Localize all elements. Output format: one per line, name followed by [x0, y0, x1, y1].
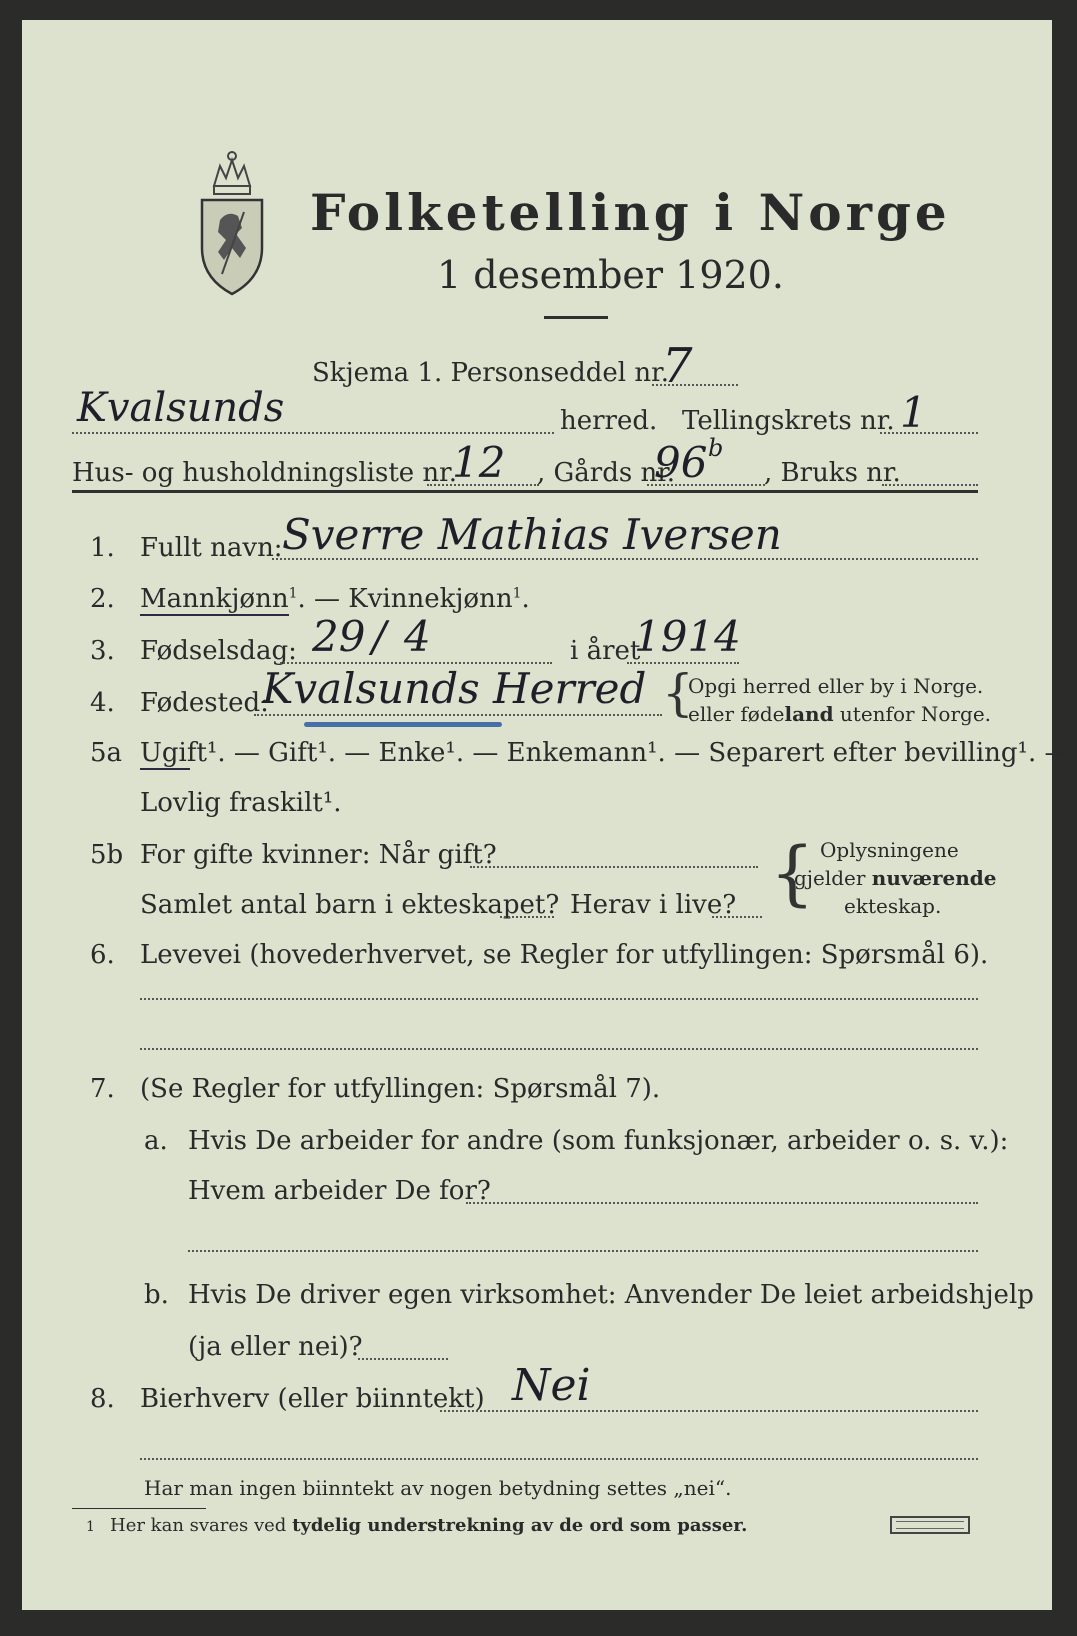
birth-day: 29	[312, 612, 366, 661]
gender-male: Mannkjønn	[140, 584, 289, 614]
birth-month: 4	[404, 612, 431, 661]
q7-number: 7.	[90, 1074, 115, 1104]
marital-status-options: Ugift¹. — Gift¹. — Enke¹. — Enkemann¹. — Separert efter bevilling¹. —	[140, 738, 1071, 768]
q5b-note-1: Oplysningene	[820, 838, 959, 862]
gender-female: Kvinnekjønn	[348, 584, 513, 614]
gender-options: Mannkjønn$^1$. — Kvinnekjønn$^1$.	[140, 584, 530, 614]
gards-suffix: b	[708, 434, 724, 462]
q5b-number: 5b	[90, 840, 124, 870]
hus-line	[427, 484, 539, 486]
occupation-line-1	[140, 998, 978, 1000]
q5b-label-2: Samlet antal barn i ekteskapet?	[140, 890, 560, 920]
birthplace-value: Kvalsunds Herred	[262, 664, 647, 713]
tellingskrets-label: Tellingskrets nr.	[682, 406, 895, 436]
footnote-rule	[72, 1508, 206, 1509]
q4-note-2c: utenfor Norge.	[833, 702, 992, 726]
printer-stamp	[890, 1516, 970, 1534]
q5b-note-2b: nuværende	[871, 866, 997, 890]
gender-end: .	[521, 584, 530, 614]
side-income-line-1	[440, 1410, 978, 1412]
marital-status-line2: Lovlig fraskilt¹.	[140, 788, 342, 818]
q5b-note-3: ekteskap.	[844, 894, 942, 918]
bottom-note: Har man ingen biinntekt av nogen betydning settes „nei“.	[144, 1476, 732, 1500]
personseddel-line	[652, 384, 738, 386]
q7a-letter: a.	[144, 1126, 168, 1156]
herred-label: herred.	[560, 406, 658, 436]
q8-number: 8.	[90, 1384, 115, 1414]
q4-label: Fødested:	[140, 688, 269, 718]
tellingskrets-value: 1	[900, 388, 927, 437]
header-rule	[72, 490, 978, 493]
q4-note-2b: land	[784, 702, 834, 726]
alive-line	[712, 916, 762, 918]
footnote-text	[110, 1517, 747, 1535]
employer-line-1	[466, 1202, 978, 1204]
q5b-note-2a: gjelder	[794, 866, 872, 890]
q7b-line-2: (ja eller nei)?	[188, 1332, 363, 1362]
birth-year: 1914	[634, 612, 741, 661]
gards-value: 96	[654, 438, 708, 487]
footnote-text-b: tydelig understrekning av de ord som passer.	[292, 1515, 748, 1536]
schema-label: Skjema 1. Personseddel nr.	[312, 358, 669, 388]
q6-number: 6.	[90, 940, 115, 970]
q7a-line-2: Hvem arbeider De for?	[188, 1176, 491, 1206]
bruks-line	[882, 484, 978, 486]
children-line	[500, 916, 554, 918]
hus-value: 12	[452, 438, 506, 487]
q8-label: Bierhverv (eller biinntekt)	[140, 1384, 485, 1414]
q3-label: Fødselsdag:	[140, 636, 297, 666]
q4-note-1: Opgi herred eller by i Norge.	[688, 674, 984, 698]
printer-stamp-inner	[896, 1521, 964, 1529]
personseddel-number: 7	[662, 338, 693, 394]
q4-number: 4.	[90, 688, 115, 718]
q7b-line-1: Hvis De driver egen virksomhet: Anvender De leiet arbeidshjelp	[188, 1280, 1034, 1310]
gards-label: , Gårds nr.	[537, 458, 676, 488]
birthplace-line	[254, 714, 662, 716]
full-name-line	[272, 558, 978, 560]
q2-number: 2.	[90, 584, 115, 614]
norwegian-coat-of-arms-icon	[192, 148, 272, 298]
municipality-line	[72, 432, 554, 434]
q4-note-2a: eller føde	[688, 702, 785, 726]
gards-line	[647, 484, 765, 486]
gender-sep: . —	[297, 584, 349, 614]
birth-slash: /	[372, 612, 387, 661]
form-title: Folketelling i Norge	[310, 183, 951, 242]
tellingskrets-line	[880, 432, 978, 434]
census-form	[22, 20, 1071, 1610]
blue-pencil-mark	[304, 722, 502, 727]
q5b-label-1: For gifte kvinner: Når gift?	[140, 840, 497, 870]
q1-label: Fullt navn:	[140, 533, 283, 563]
title-divider	[544, 316, 608, 319]
footnote-text-a: Her kan svares ved	[110, 1515, 293, 1536]
municipality-value: Kvalsunds	[77, 385, 285, 431]
q5a-number: 5a	[90, 738, 123, 768]
q1-number: 1.	[90, 533, 115, 563]
hired-help-line	[358, 1358, 448, 1360]
hus-label: Hus- og husholdningsliste nr.	[72, 458, 458, 488]
q6-label: Levevei (hovederhvervet, se Regler for utfyllingen: Spørsmål 6).	[140, 940, 989, 970]
occupation-line-2	[140, 1048, 978, 1050]
q4-brace: {	[662, 664, 694, 722]
q5b-label-3: Herav i live?	[570, 890, 737, 920]
q7a-line-1: Hvis De arbeider for andre (som funksjonær, arbeider o. s. v.):	[188, 1126, 1009, 1156]
full-name-value: Sverre Mathias Iversen	[282, 510, 782, 559]
q7-label: (Se Regler for utfyllingen: Spørsmål 7).	[140, 1074, 661, 1104]
q3-number: 3.	[90, 636, 115, 666]
side-income-line-2	[140, 1458, 978, 1460]
q5b-brace: {	[770, 832, 815, 914]
form-date: 1 desember 1920.	[437, 253, 784, 297]
footnote-number: 1	[86, 1519, 95, 1535]
year-label: i året	[570, 636, 641, 666]
side-income-value: Nei	[512, 1360, 591, 1411]
employer-line-2	[188, 1250, 978, 1252]
married-when-line	[470, 866, 758, 868]
bruks-label: , Bruks nr.	[764, 458, 901, 488]
ugift-underline	[140, 768, 190, 770]
q4-note-2	[688, 704, 991, 724]
q5b-note-2	[794, 868, 997, 888]
q7b-letter: b.	[144, 1280, 169, 1310]
